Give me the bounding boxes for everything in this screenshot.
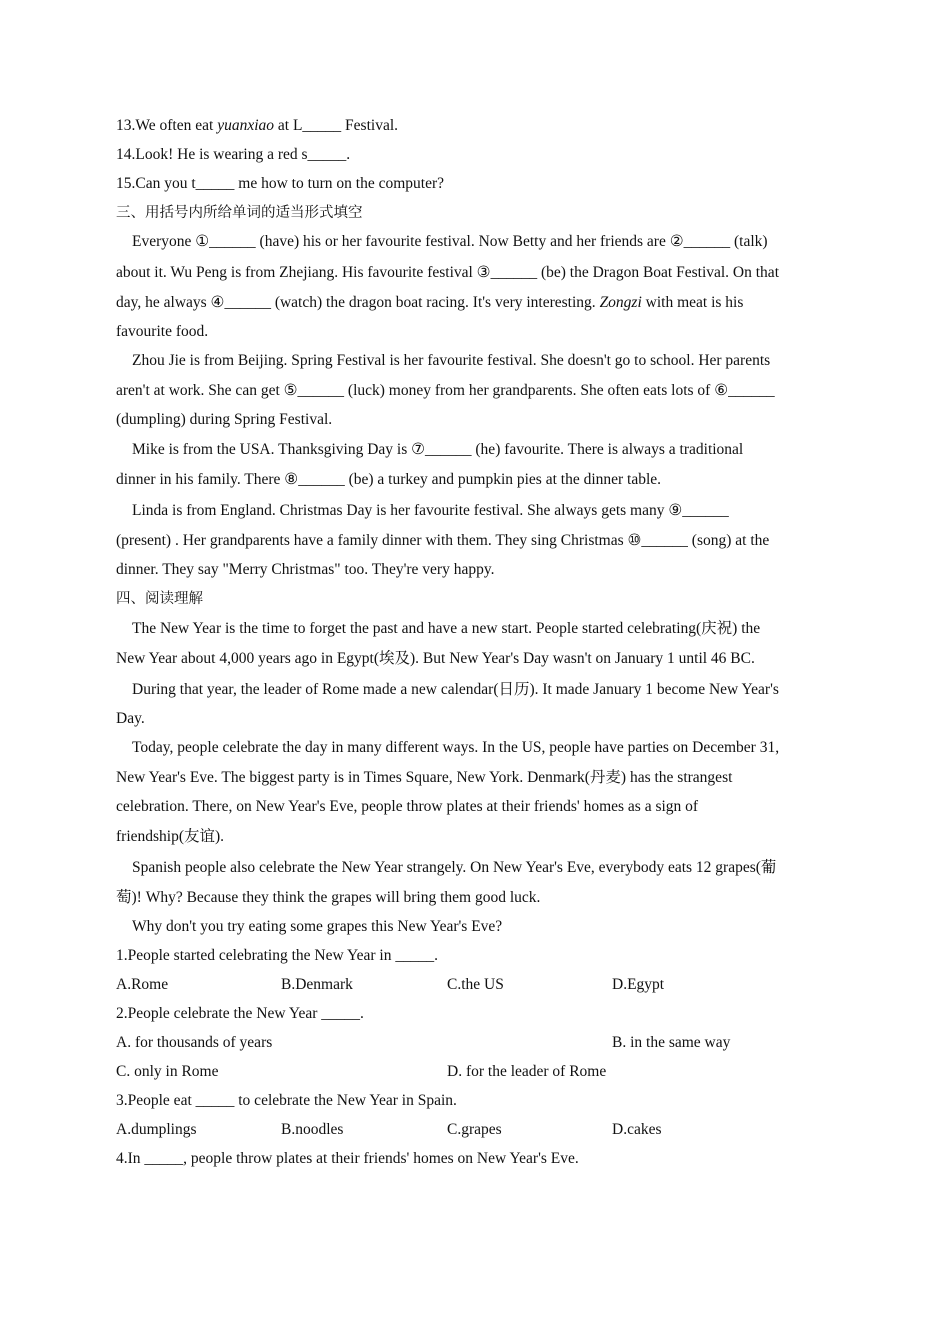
reading-line: New Year's Eve. The biggest party is in Times Square, New York. Denmark(丹麦) has the strangest <box>116 769 733 786</box>
reading-line: Day. <box>116 710 145 727</box>
question-3-stem: 3.People eat _____ to celebrate the New Year in Spain. <box>116 1092 457 1109</box>
q1-option-a[interactable]: A.Rome <box>116 976 169 993</box>
passage-line: dinner. They say "Merry Christmas" too. They're very happy. <box>116 561 495 578</box>
passage-line: Mike is from the USA. Thanksgiving Day is ⑦______ (he) favourite. There is always a traditional <box>132 441 744 458</box>
reading-line: New Year about 4,000 years ago in Egypt(埃及). But New Year's Day wasn't on January 1 until 46 BC. <box>116 650 755 667</box>
q2-option-b[interactable]: B. in the same way <box>612 1034 731 1051</box>
reading-line: Today, people celebrate the day in many different ways. In the US, people have parties on December 31, <box>132 739 780 756</box>
passage-line: (dumpling) during Spring Festival. <box>116 411 333 428</box>
q1-option-d[interactable]: D.Egypt <box>612 976 665 993</box>
reading-line: During that year, the leader of Rome made a new calendar(日历). It made January 1 become New Year's <box>132 681 779 698</box>
q3-option-b[interactable]: B.noodles <box>281 1121 344 1138</box>
question-13: 13.We often eat yuanxiao at L_____ Festival. <box>116 117 399 134</box>
q3-option-c[interactable]: C.grapes <box>447 1121 502 1138</box>
question-2-stem: 2.People celebrate the New Year _____. <box>116 1005 364 1022</box>
reading-line: Why don't you try eating some grapes this New Year's Eve? <box>132 918 503 935</box>
passage-line: favourite food. <box>116 323 209 340</box>
q1-option-c[interactable]: C.the US <box>447 976 504 993</box>
passage-line: aren't at work. She can get ⑤______ (luck) money from her grandparents. She often eats lots of ⑥______ <box>116 382 775 399</box>
passage-line: Zhou Jie is from Beijing. Spring Festival is her favourite festival. She doesn't go to school. Her parents <box>132 352 771 369</box>
q2-option-a[interactable]: A. for thousands of years <box>116 1034 273 1051</box>
q3-option-d[interactable]: D.cakes <box>612 1121 662 1138</box>
passage-line: (present) . Her grandparents have a family dinner with them. They sing Christmas ⑩______ (song) at the <box>116 532 770 549</box>
q3-option-a[interactable]: A.dumplings <box>116 1121 197 1138</box>
q1-option-b[interactable]: B.Denmark <box>281 976 353 993</box>
reading-line: 萄)! Why? Because they think the grapes will bring them good luck. <box>116 889 541 906</box>
passage-line: dinner in his family. There ⑧______ (be) a turkey and pumpkin pies at the dinner table. <box>116 471 662 488</box>
passage-line: Linda is from England. Christmas Day is her favourite festival. She always gets many ⑨______ <box>132 502 729 519</box>
section-3-title: 三、用括号内所给单词的适当形式填空 <box>116 205 363 221</box>
reading-line: The New Year is the time to forget the past and have a new start. People started celebrating(庆祝) the <box>132 620 761 637</box>
reading-line: friendship(友谊). <box>116 828 225 845</box>
reading-line: celebration. There, on New Year's Eve, people throw plates at their friends' homes as a sign of <box>116 798 699 815</box>
passage-line: Everyone ①______ (have) his or her favourite festival. Now Betty and her friends are ②______ (talk) <box>132 233 768 250</box>
passage-line: about it. Wu Peng is from Zhejiang. His favourite festival ③______ (be) the Dragon Boat Festival. On that <box>116 264 779 281</box>
q2-option-c[interactable]: C. only in Rome <box>116 1063 219 1080</box>
passage-line: day, he always ④______ (watch) the dragon boat racing. It's very interesting. Zongzi with meat is his <box>116 294 744 311</box>
q2-option-d[interactable]: D. for the leader of Rome <box>447 1063 607 1080</box>
question-4-stem: 4.In _____, people throw plates at their friends' homes on New Year's Eve. <box>116 1150 579 1167</box>
question-1-stem: 1.People started celebrating the New Year in _____. <box>116 947 438 964</box>
reading-line: Spanish people also celebrate the New Year strangely. On New Year's Eve, everybody eats 12 grapes(葡 <box>132 859 777 876</box>
question-14: 14.Look! He is wearing a red s_____. <box>116 146 351 163</box>
section-4-title: 四、阅读理解 <box>116 591 203 607</box>
question-15: 15.Can you t_____ me how to turn on the computer? <box>116 175 445 192</box>
